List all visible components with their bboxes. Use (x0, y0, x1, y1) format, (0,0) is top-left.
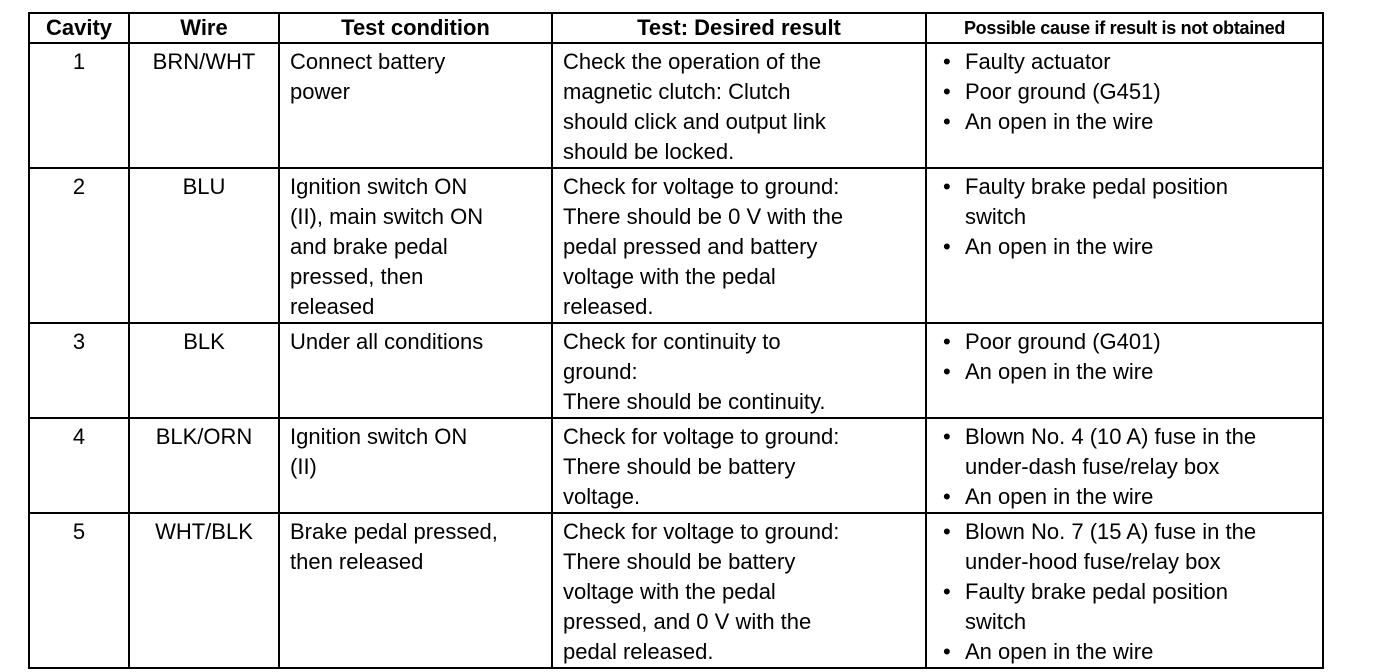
condition-line: (II) (290, 454, 317, 479)
cavity-cell: 4 (29, 418, 129, 513)
cause-line: Faulty brake pedal position (965, 174, 1228, 199)
cause-line: switch (965, 204, 1027, 229)
cause-cell (926, 513, 1323, 668)
cause-item (943, 327, 1322, 357)
result-line: should be locked. (563, 139, 735, 164)
condition-line: Under all conditions (290, 329, 484, 354)
result-line: Check for continuity to (563, 329, 781, 354)
cause-item (943, 47, 1322, 77)
header-row (29, 13, 1323, 43)
cause-line: Faulty brake pedal position (965, 579, 1228, 604)
cause-item (943, 77, 1322, 107)
result-line: should click and output link (563, 109, 826, 134)
condition-line: released (290, 294, 375, 319)
bullet-icon: • (943, 359, 951, 384)
result-line: magnetic clutch: Clutch (563, 79, 791, 104)
condition-cell (279, 513, 552, 668)
cause-item (943, 517, 1322, 577)
cause-item (943, 232, 1322, 262)
cause-list (937, 47, 1322, 137)
result-line: pressed, and 0 V with the (563, 609, 812, 634)
result-line: There should be battery (563, 549, 796, 574)
header-test-condition: Test condition (279, 13, 552, 43)
condition-line: pressed, then (290, 264, 424, 289)
cause-cell (926, 43, 1323, 168)
cause-cell (926, 418, 1323, 513)
cause-line: under-hood fuse/relay box (965, 549, 1221, 574)
cause-line: Poor ground (G451) (965, 79, 1161, 104)
condition-line: then released (290, 549, 424, 574)
wire-cell: BRN/WHT (129, 43, 279, 168)
cavity-cell: 5 (29, 513, 129, 668)
cause-item (943, 357, 1322, 387)
result-line: pedal pressed and battery (563, 234, 818, 259)
header-wire: Wire (129, 13, 279, 43)
table-row (29, 43, 1323, 168)
cause-line: An open in the wire (965, 234, 1154, 259)
result-line: ground: (563, 359, 638, 384)
result-line: Check for voltage to ground: (563, 519, 840, 544)
result-line: Check the operation of the (563, 49, 822, 74)
wire-cell: BLK (129, 323, 279, 418)
bullet-icon: • (943, 174, 951, 199)
cause-item (943, 172, 1322, 232)
bullet-icon: • (943, 234, 951, 259)
cavity-cell: 2 (29, 168, 129, 323)
condition-line: (II), main switch ON (290, 204, 484, 229)
cause-line: under-dash fuse/relay box (965, 454, 1220, 479)
cause-line: Poor ground (G401) (965, 329, 1161, 354)
condition-line: Ignition switch ON (290, 174, 468, 199)
result-cell (552, 513, 926, 668)
cause-item (943, 107, 1322, 137)
condition-cell (279, 418, 552, 513)
cause-line: Blown No. 7 (15 A) fuse in the (965, 519, 1257, 544)
result-line: pedal released. (563, 639, 714, 664)
cause-line: Faulty actuator (965, 49, 1111, 74)
table-row (29, 168, 1323, 323)
cause-list (937, 422, 1322, 512)
cause-line: An open in the wire (965, 639, 1154, 664)
bullet-icon: • (943, 79, 951, 104)
result-line: There should be continuity. (563, 389, 826, 414)
result-line: Check for voltage to ground: (563, 174, 840, 199)
condition-cell (279, 43, 552, 168)
result-cell (552, 323, 926, 418)
cause-list (937, 172, 1322, 262)
bullet-icon: • (943, 484, 951, 509)
bullet-icon: • (943, 639, 951, 664)
cause-item (943, 577, 1322, 637)
troubleshooting-table (28, 12, 1324, 669)
condition-cell (279, 323, 552, 418)
header-possible-cause: Possible cause if result is not obtained (926, 13, 1323, 43)
condition-line: power (290, 79, 350, 104)
cause-line: An open in the wire (965, 109, 1154, 134)
bullet-icon: • (943, 579, 951, 604)
result-line: voltage with the pedal (563, 264, 776, 289)
header-desired-result: Test: Desired result (552, 13, 926, 43)
condition-line: Brake pedal pressed, (290, 519, 498, 544)
cause-cell (926, 323, 1323, 418)
result-line: voltage with the pedal (563, 579, 776, 604)
result-cell (552, 43, 926, 168)
cause-line: Blown No. 4 (10 A) fuse in the (965, 424, 1257, 449)
cause-line: An open in the wire (965, 359, 1154, 384)
result-cell (552, 418, 926, 513)
condition-line: and brake pedal (290, 234, 448, 259)
table-row (29, 513, 1323, 668)
cause-item (943, 422, 1322, 482)
table-row (29, 323, 1323, 418)
result-cell (552, 168, 926, 323)
result-line: Check for voltage to ground: (563, 424, 840, 449)
result-line: voltage. (563, 484, 641, 509)
wire-cell: BLK/ORN (129, 418, 279, 513)
cause-line: switch (965, 609, 1027, 634)
cavity-cell: 3 (29, 323, 129, 418)
cause-line: An open in the wire (965, 484, 1154, 509)
bullet-icon: • (943, 109, 951, 134)
condition-cell (279, 168, 552, 323)
cause-item (943, 482, 1322, 512)
cause-item (943, 637, 1322, 667)
result-line: released. (563, 294, 654, 319)
cause-list (937, 517, 1322, 667)
cause-list (937, 327, 1322, 387)
result-line: There should be battery (563, 454, 796, 479)
result-line: There should be 0 V with the (563, 204, 844, 229)
bullet-icon: • (943, 49, 951, 74)
cavity-cell: 1 (29, 43, 129, 168)
bullet-icon: • (943, 329, 951, 354)
condition-line: Connect battery (290, 49, 446, 74)
wire-cell: BLU (129, 168, 279, 323)
bullet-icon: • (943, 519, 951, 544)
cause-cell (926, 168, 1323, 323)
table-row (29, 418, 1323, 513)
condition-line: Ignition switch ON (290, 424, 468, 449)
wire-cell: WHT/BLK (129, 513, 279, 668)
header-cavity: Cavity (29, 13, 129, 43)
bullet-icon: • (943, 424, 951, 449)
